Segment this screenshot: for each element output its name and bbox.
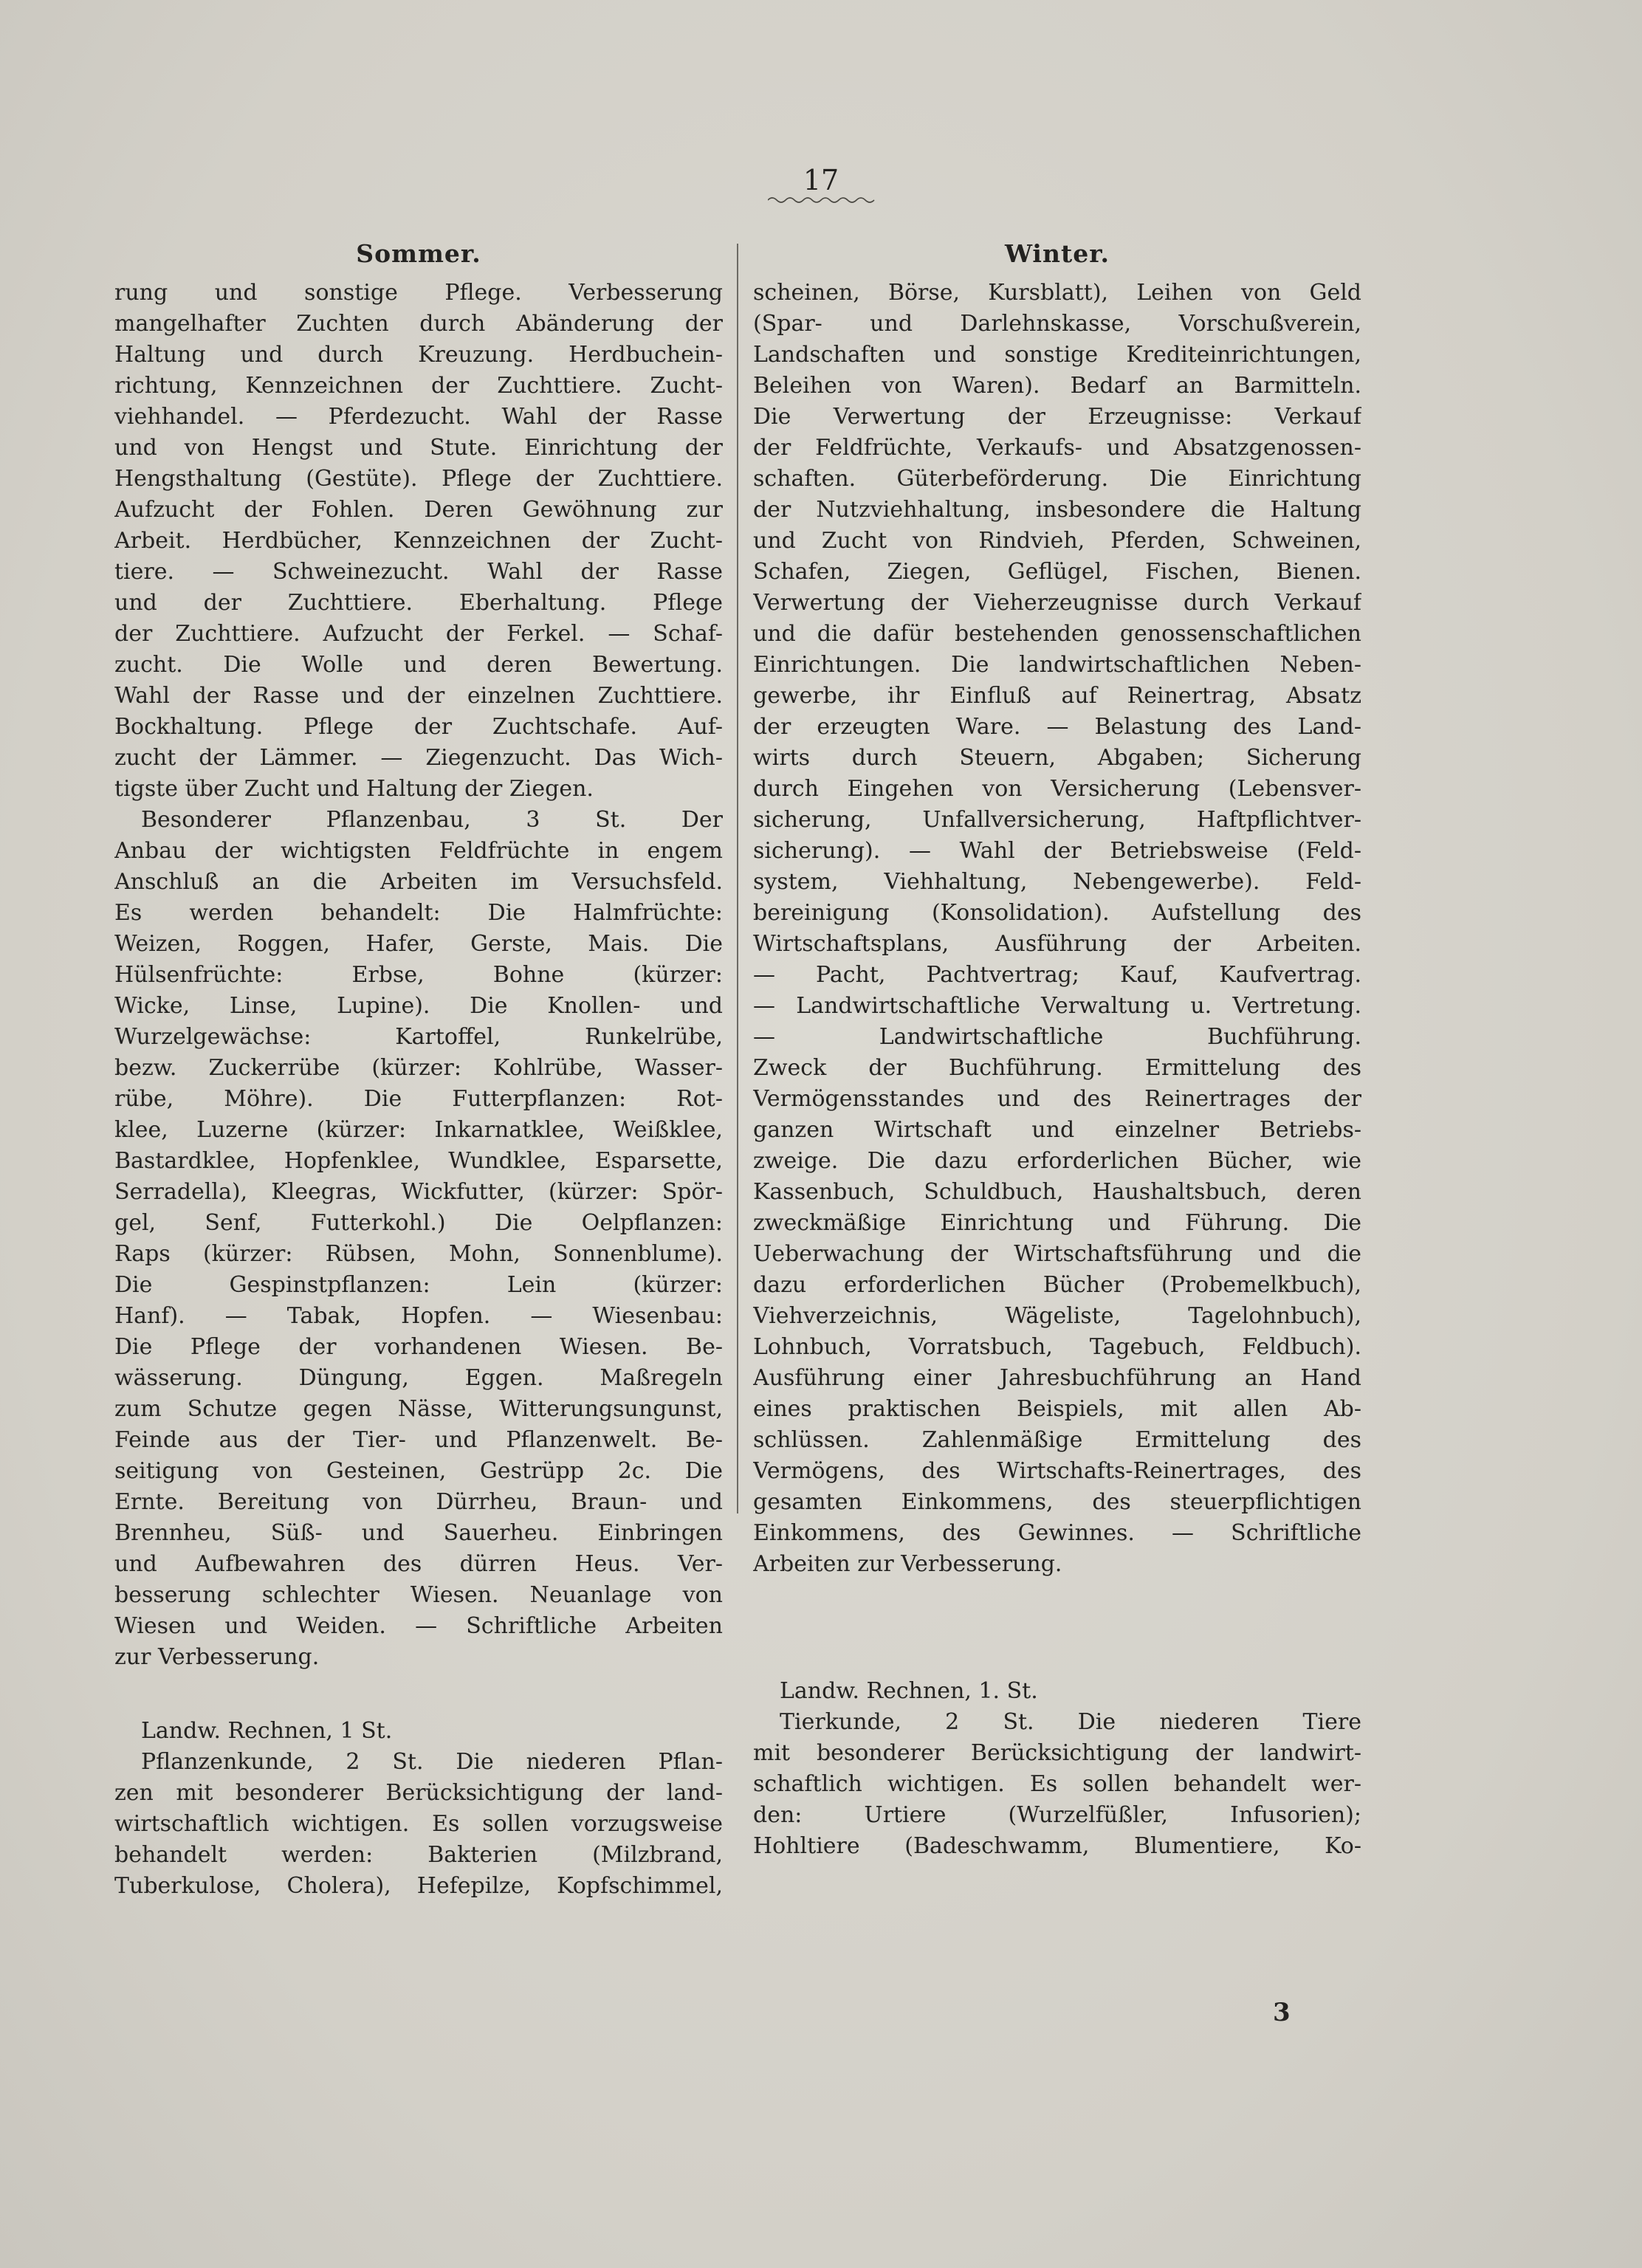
- text-line: scheinen, Börse, Kursblatt), Leihen von Geld: [753, 280, 1361, 306]
- text-line: Weizen, Roggen, Hafer, Gerste, Mais. Die: [114, 931, 723, 957]
- text-line: rung und sonstige Pflege. Verbesserung: [114, 280, 723, 306]
- text-line: Hengsthaltung (Gestüte). Pflege der Zuchttiere.: [114, 466, 723, 492]
- text-line: der erzeugten Ware. — Belastung des Land-: [753, 714, 1361, 740]
- text-line: Lohnbuch, Vorratsbuch, Tagebuch, Feldbuch).: [753, 1334, 1361, 1360]
- text-line: schlüssen. Zahlenmäßige Ermittelung des: [753, 1427, 1361, 1453]
- text-line: und Aufbewahren des dürren Heus. Ver-: [114, 1551, 723, 1577]
- text-line: mangelhafter Zuchten durch Abänderung der: [114, 311, 723, 337]
- text-line: zur Verbesserung.: [114, 1644, 320, 1670]
- text-line: tiere. — Schweinezucht. Wahl der Rasse: [114, 559, 723, 585]
- text-line: mit besonderer Berücksichtigung der landwirt-: [753, 1740, 1361, 1766]
- text-line: Arbeit. Herdbücher, Kennzeichnen der Zucht-: [114, 528, 723, 554]
- text-line: Vermögensstandes und des Reinertrages der: [753, 1086, 1361, 1112]
- text-line: Ausführung einer Jahresbuchführung an Hand: [753, 1365, 1361, 1391]
- text-line: Wirtschaftsplans, Ausführung der Arbeiten.: [753, 931, 1361, 957]
- text-line: seitigung von Gesteinen, Gestrüpp 2c. Die: [114, 1458, 723, 1484]
- text-line: Schafen, Ziegen, Geflügel, Fischen, Bienen.: [753, 559, 1361, 585]
- text-line: Besonderer Pflanzenbau, 3 St. Der: [141, 807, 723, 833]
- text-line: viehhandel. — Pferdezucht. Wahl der Rasse: [114, 404, 723, 430]
- text-line: (Spar- und Darlehnskasse, Vorschußverein,: [753, 311, 1361, 337]
- text-line: Brennheu, Süß- und Sauerheu. Einbringen: [114, 1520, 723, 1546]
- text-line: den: Urtiere (Wurzelfüßler, Infusorien);: [753, 1802, 1361, 1828]
- text-line: Die Gespinstpflanzen: Lein (kürzer:: [114, 1272, 723, 1298]
- text-line: behandelt werden: Bakterien (Milzbrand,: [114, 1842, 723, 1868]
- text-line: Vermögens, des Wirtschafts-Reinertrages, des: [753, 1458, 1361, 1484]
- ornament-rule: [768, 193, 879, 204]
- text-line: Die Pflege der vorhandenen Wiesen. Be-: [114, 1334, 723, 1360]
- text-line: ganzen Wirtschaft und einzelner Betriebs-: [753, 1117, 1361, 1143]
- text-line: Hohltiere (Badeschwamm, Blumentiere, Ko-: [753, 1833, 1361, 1859]
- text-line: dazu erforderlichen Bücher (Probemelkbuch),: [753, 1272, 1361, 1298]
- text-line: — Landwirtschaftliche Buchführung.: [753, 1024, 1361, 1050]
- text-line: Einkommens, des Gewinnes. — Schriftliche: [753, 1520, 1361, 1546]
- text-line: Ueberwachung der Wirtschaftsführung und die: [753, 1241, 1361, 1267]
- column-divider: [737, 244, 738, 1513]
- text-line: sicherung). — Wahl der Betriebsweise (Feld-: [753, 838, 1361, 864]
- text-line: Wurzelgewächse: Kartoffel, Runkelrübe,: [114, 1024, 723, 1050]
- text-line: Haltung und durch Kreuzung. Herdbuchein-: [114, 342, 723, 368]
- text-line: und von Hengst und Stute. Einrichtung der: [114, 435, 723, 461]
- text-line: durch Eingehen von Versicherung (Lebensver-: [753, 776, 1361, 802]
- text-line: tigste über Zucht und Haltung der Ziegen.: [114, 776, 594, 802]
- text-line: zen mit besonderer Berücksichtigung der land-: [114, 1780, 723, 1806]
- section-gap: [753, 1580, 1361, 1676]
- text-line: der Feldfrüchte, Verkaufs- und Absatzgenossen-: [753, 435, 1361, 461]
- text-line: Viehverzeichnis, Wägeliste, Tagelohnbuch),: [753, 1303, 1361, 1329]
- sheet-number: 3: [1273, 1998, 1291, 2027]
- text-line: besserung schlechter Wiesen. Neuanlage von: [114, 1582, 723, 1608]
- text-line: wirts durch Steuern, Abgaben; Sicherung: [753, 745, 1361, 771]
- text-line: rübe, Möhre). Die Futterpflanzen: Rot-: [114, 1086, 723, 1112]
- column-heading-winter: Winter.: [1004, 239, 1110, 268]
- text-line: und Zucht von Rindvieh, Pferden, Schweinen,: [753, 528, 1361, 554]
- text-line: gel, Senf, Futterkohl.) Die Oelpflanzen:: [114, 1210, 723, 1236]
- text-line: Aufzucht der Fohlen. Deren Gewöhnung zur: [114, 497, 723, 523]
- text-line: zum Schutze gegen Nässe, Witterungsungunst,: [114, 1396, 723, 1422]
- text-line: zweckmäßige Einrichtung und Führung. Die: [753, 1210, 1361, 1236]
- text-line: und der Zuchttiere. Eberhaltung. Pflege: [114, 590, 723, 616]
- text-line: Bastardklee, Hopfenklee, Wundklee, Esparsette,: [114, 1148, 723, 1174]
- text-line: Beleihen von Waren). Bedarf an Barmitteln.: [753, 373, 1361, 399]
- text-line: Tierkunde, 2 St. Die niederen Tiere: [780, 1709, 1361, 1735]
- text-line: Raps (kürzer: Rübsen, Mohn, Sonnenblume).: [114, 1241, 723, 1267]
- text-line: Hanf). — Tabak, Hopfen. — Wiesenbau:: [114, 1303, 723, 1329]
- text-line: schaften. Güterbeförderung. Die Einrichtung: [753, 466, 1361, 492]
- text-line: klee, Luzerne (kürzer: Inkarnatklee, Weißklee,: [114, 1117, 723, 1143]
- text-line: Bockhaltung. Pflege der Zuchtschafe. Auf-: [114, 714, 723, 740]
- text-line: gesamten Einkommens, des steuerpflichtigen: [753, 1489, 1361, 1515]
- page-number: 17: [803, 164, 839, 196]
- text-line: Hülsenfrüchte: Erbse, Bohne (kürzer:: [114, 962, 723, 988]
- text-line: bezw. Zuckerrübe (kürzer: Kohlrübe, Wasser-: [114, 1055, 723, 1081]
- subject-heading: Landw. Rechnen, 1 St.: [141, 1718, 393, 1744]
- column-summer: [114, 235, 723, 1902]
- text-line: Tuberkulose, Cholera), Hefepilze, Kopfschimmel,: [114, 1873, 723, 1899]
- text-line: — Landwirtschaftliche Verwaltung u. Vertretung.: [753, 993, 1361, 1019]
- text-line: zucht. Die Wolle und deren Bewertung.: [114, 652, 723, 678]
- text-line: zweige. Die dazu erforderlichen Bücher, wie: [753, 1148, 1361, 1174]
- text-line: Pflanzenkunde, 2 St. Die niederen Pflan-: [141, 1749, 723, 1775]
- text-line: Die Verwertung der Erzeugnisse: Verkauf: [753, 404, 1361, 430]
- text-line: Serradella), Kleegras, Wickfutter, (kürzer: Spör-: [114, 1179, 723, 1205]
- column-winter: [753, 235, 1361, 1862]
- text-line: der Nutzviehhaltung, insbesondere die Haltung: [753, 497, 1361, 523]
- text-line: wirtschaftlich wichtigen. Es sollen vorzugsweise: [114, 1811, 723, 1837]
- text-line: Zweck der Buchführung. Ermittelung des: [753, 1055, 1361, 1081]
- text-line: sicherung, Unfallversicherung, Haftpflichtver-: [753, 807, 1361, 833]
- text-line: Feinde aus der Tier- und Pflanzenwelt. Be-: [114, 1427, 723, 1453]
- text-line: richtung, Kennzeichnen der Zuchttiere. Zucht-: [114, 373, 723, 399]
- column-heading-summer: Sommer.: [356, 239, 481, 268]
- text-line: Verwertung der Vieherzeugnisse durch Verkauf: [753, 590, 1361, 616]
- text-line: Kassenbuch, Schuldbuch, Haushaltsbuch, deren: [753, 1179, 1361, 1205]
- text-line: schaftlich wichtigen. Es sollen behandelt wer-: [753, 1771, 1361, 1797]
- subject-heading: Landw. Rechnen, 1. St.: [780, 1678, 1038, 1704]
- text-line: wässerung. Düngung, Eggen. Maßregeln: [114, 1365, 723, 1391]
- section-gap: [114, 1673, 723, 1716]
- text-line: der Zuchttiere. Aufzucht der Ferkel. — Schaf-: [114, 621, 723, 647]
- text-line: system, Viehhaltung, Nebengewerbe). Feld-: [753, 869, 1361, 895]
- text-line: zucht der Lämmer. — Ziegenzucht. Das Wich-: [114, 745, 723, 771]
- text-line: Es werden behandelt: Die Halmfrüchte:: [114, 900, 723, 926]
- text-line: und die dafür bestehenden genossenschaftlichen: [753, 621, 1361, 647]
- text-line: bereinigung (Konsolidation). Aufstellung des: [753, 900, 1361, 926]
- text-line: Ernte. Bereitung von Dürrheu, Braun- und: [114, 1489, 723, 1515]
- text-line: eines praktischen Beispiels, mit allen Ab-: [753, 1396, 1361, 1422]
- text-line: Wahl der Rasse und der einzelnen Zuchttiere.: [114, 683, 723, 709]
- text-line: gewerbe, ihr Einfluß auf Reinertrag, Absatz: [753, 683, 1361, 709]
- text-line: Wicke, Linse, Lupine). Die Knollen- und: [114, 993, 723, 1019]
- text-line: Anschluß an die Arbeiten im Versuchsfeld.: [114, 869, 723, 895]
- text-line: Arbeiten zur Verbesserung.: [753, 1551, 1062, 1577]
- text-line: Landschaften und sonstige Krediteinrichtungen,: [753, 342, 1361, 368]
- text-line: — Pacht, Pachtvertrag; Kauf, Kaufvertrag.: [753, 962, 1361, 988]
- text-line: Einrichtungen. Die landwirtschaftlichen Neben-: [753, 652, 1361, 678]
- text-line: Anbau der wichtigsten Feldfrüchte in engem: [114, 838, 723, 864]
- text-line: Wiesen und Weiden. — Schriftliche Arbeiten: [114, 1613, 723, 1639]
